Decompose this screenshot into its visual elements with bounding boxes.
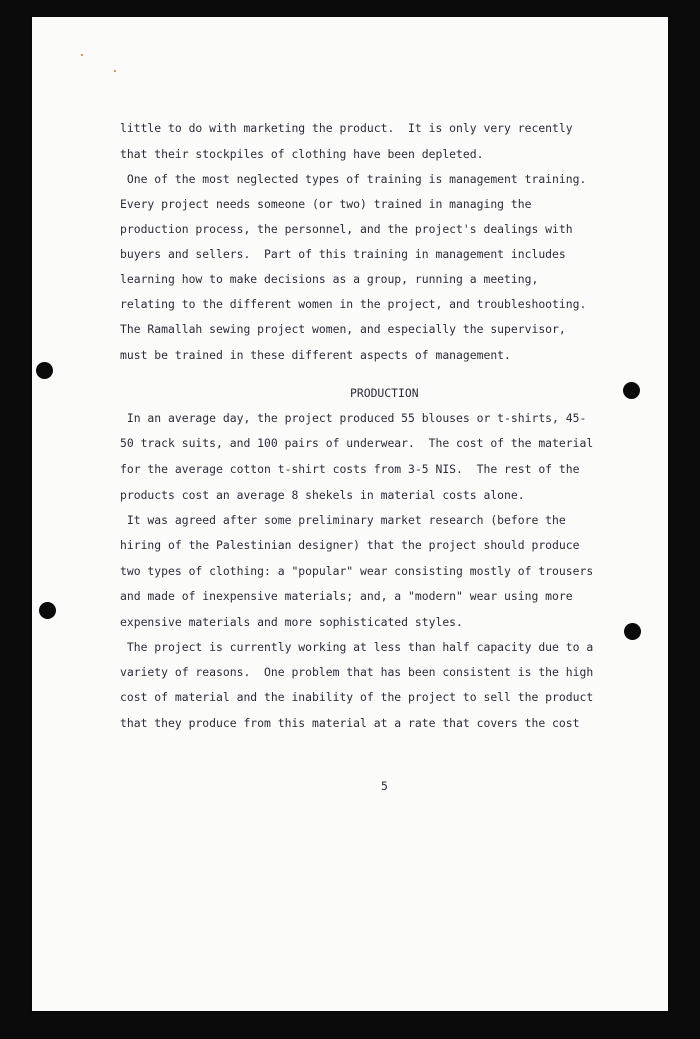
text-line: products cost an average 8 shekels in material costs alone. <box>120 488 525 502</box>
text-line: buyers and sellers. Part of this training in management includes <box>120 247 566 261</box>
section-heading: PRODUCTION <box>350 386 419 400</box>
text-line: 50 track suits, and 100 pairs of underwear. The cost of the material <box>120 436 594 450</box>
text-line: and made of inexpensive materials; and, a "modern" wear using more <box>120 589 573 603</box>
punch-hole <box>39 602 56 619</box>
text-line: Every project needs someone (or two) trained in managing the <box>120 197 532 211</box>
text-line: relating to the different women in the project, and troubleshooting. <box>120 297 587 311</box>
paper-speck <box>81 54 83 56</box>
punch-hole <box>624 623 641 640</box>
text-line: One of the most neglected types of training is management training. <box>120 172 587 186</box>
text-line: hiring of the Palestinian designer) that the project should produce <box>120 538 580 552</box>
text-line: that they produce from this material at a rate that covers the cost <box>120 716 580 730</box>
paper-speck <box>114 70 116 72</box>
text-line: two types of clothing: a "popular" wear consisting mostly of trousers <box>120 564 594 578</box>
text-line: learning how to make decisions as a group, running a meeting, <box>120 272 539 286</box>
text-line: production process, the personnel, and the project's dealings with <box>120 222 573 236</box>
text-line: expensive materials and more sophisticated styles. <box>120 615 463 629</box>
document-page <box>32 17 668 1011</box>
text-line: In an average day, the project produced 55 blouses or t-shirts, 45- <box>120 411 587 425</box>
text-line: The Ramallah sewing project women, and especially the supervisor, <box>120 322 566 336</box>
page-number: 5 <box>381 779 388 793</box>
text-line: variety of reasons. One problem that has been consistent is the high <box>120 665 594 679</box>
punch-hole <box>623 382 640 399</box>
text-line: for the average cotton t-shirt costs from 3-5 NIS. The rest of the <box>120 462 580 476</box>
text-line: must be trained in these different aspects of management. <box>120 348 511 362</box>
punch-hole <box>36 362 53 379</box>
text-line: It was agreed after some preliminary market research (before the <box>120 513 566 527</box>
text-line: little to do with marketing the product. It is only very recently <box>120 121 573 135</box>
text-line: The project is currently working at less than half capacity due to a <box>120 640 594 654</box>
text-line: cost of material and the inability of the project to sell the product <box>120 690 594 704</box>
text-line: that their stockpiles of clothing have been depleted. <box>120 147 484 161</box>
